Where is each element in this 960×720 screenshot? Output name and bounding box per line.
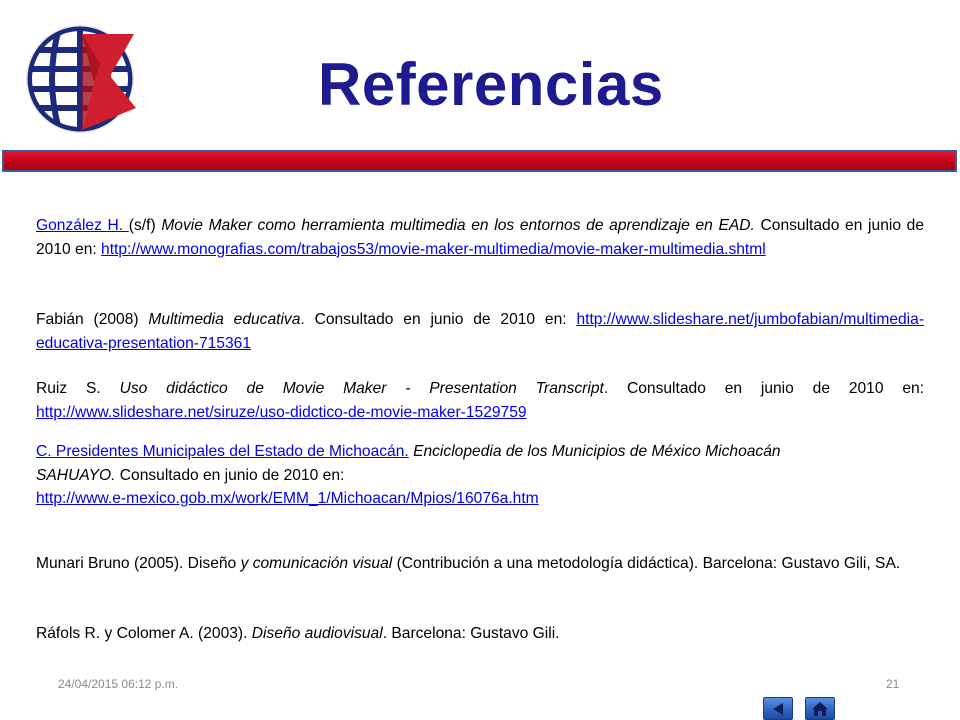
reference-item	[36, 377, 924, 424]
page-number: 21	[886, 677, 900, 691]
globe-logo-icon	[22, 20, 142, 138]
home-icon	[811, 701, 829, 717]
reference-item	[36, 214, 924, 261]
reference-item	[36, 440, 856, 511]
home-button[interactable]	[805, 697, 835, 720]
slide-title: Referencias	[318, 51, 664, 118]
reference-url-link[interactable]: http://www.slideshare.net/siruze/uso-didctico-de-movie-maker-1529759	[36, 403, 527, 421]
reference-url-link[interactable]: http://www.monografias.com/trabajos53/movie-maker-multimedia/movie-maker-multimedia.shtml	[101, 240, 766, 258]
reference-url-link[interactable]: http://www.slideshare.net/jumbofabian/multimedia-educativa-presentation-715361	[36, 311, 925, 352]
reference-consulted: . Consultado en junio de 2010 en:	[603, 380, 925, 397]
reference-title: Uso didáctico de Movie Maker - Presentation Transcript	[119, 380, 604, 397]
reference-title: Movie Maker como herramienta multimedia en los entornos de aprendizaje en EAD.	[161, 217, 755, 234]
reference-author-link[interactable]: C. Presidentes Municipales del Estado de Michoacán.	[36, 443, 409, 460]
reference-author: Ruiz S.	[36, 380, 120, 397]
reference-title: y comunicación visual	[240, 555, 393, 572]
footer-date: 24/04/2015 06:12 p.m.	[58, 677, 179, 691]
reference-author-link[interactable]: González H.	[36, 217, 129, 234]
reference-author: Ráfols R. y Colomer A. (2003).	[36, 625, 252, 642]
reference-consulted: Consultado en junio de 2010 en:	[115, 466, 345, 484]
reference-author: Fabián (2008)	[36, 311, 149, 328]
reference-consulted: Consultado en junio de 2010 en:	[36, 217, 925, 258]
arrow-left-icon	[770, 702, 786, 716]
header-divider-bar	[2, 150, 957, 172]
back-button[interactable]	[763, 697, 793, 720]
reference-item	[36, 308, 924, 355]
reference-rest: (Contribución a una metodología didáctica). Barcelona: Gustavo Gili, SA.	[392, 555, 901, 572]
reference-author: Munari Bruno (2005). Diseño	[36, 555, 241, 572]
reference-consulted: . Consultado en junio de 2010 en:	[300, 311, 577, 328]
reference-title: Diseño audiovisual	[251, 625, 383, 642]
institution-logo	[22, 20, 142, 138]
reference-rest: . Barcelona: Gustavo Gili.	[382, 625, 560, 642]
reference-title: Enciclopedia de los Municipios de México Michoacán SAHUAYO.	[36, 443, 781, 484]
reference-url-link[interactable]: http://www.e-mexico.gob.mx/work/EMM_1/Michoacan/Mpios/16076a.htm	[36, 490, 539, 507]
reference-title: Multimedia educativa	[148, 311, 301, 328]
reference-year: (s/f)	[128, 217, 162, 234]
reference-item	[36, 622, 924, 646]
reference-item	[36, 552, 924, 576]
